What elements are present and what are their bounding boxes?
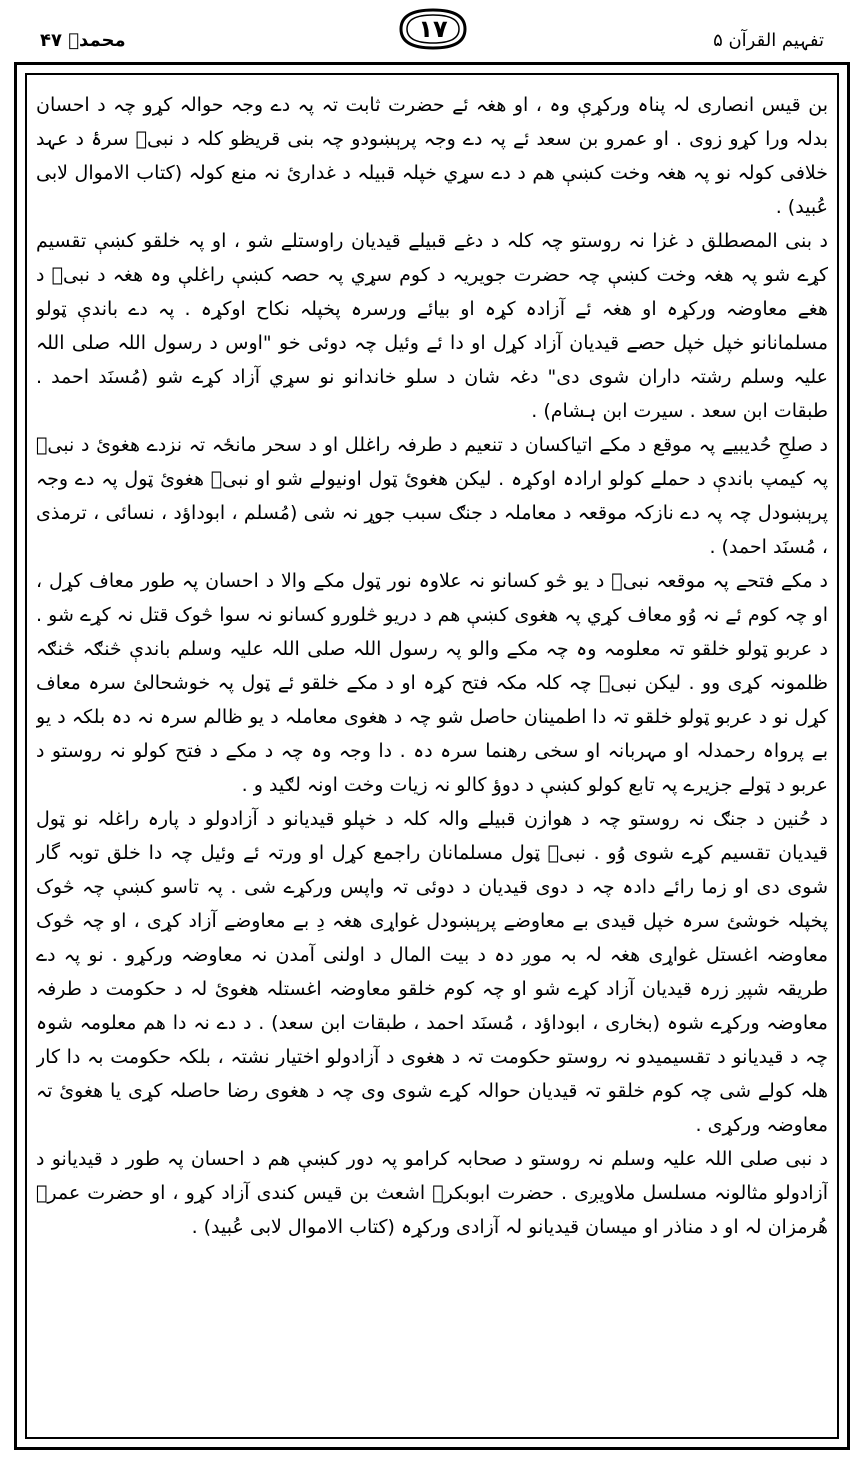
paragraph-6: د نبی صلی اللہ علیہ وسلم نہ روستو د صحابہ کرامو پہ دور کښې ھم د احسان پہ طور د قیدیانو د آزادولو مثالونہ مسلسل ملاویږی . حضرت ابوبکرؓ اشعث بن قیس کندی آزاد کړو ، او حضرت عمرؓ ھُرمزان لہ او د مناذر او میسان قیدیانو لہ آزادی ورکړہ (کتاب الاموال لابی عُبید) . bbox=[36, 1148, 828, 1238]
ornament-frame-icon bbox=[395, 4, 471, 54]
body-text bbox=[36, 88, 828, 1438]
paragraph-3: د صلحِ حُدیبیے پہ موقع د مکے اتیاکسان د تنعیم د طرفہ راغلل او د سحر مانځہ تہ نزدے ھغوئ د نبیؐ پہ کیمپ باندې د حملے کولو ارادہ اوکړہ . لیکن ھغوئ ټول اونیولے شو او نبیؐ ھغوئ ټول پہ دے وجہ پرېښودل چہ پہ دے نازکہ موقعہ د معاملہ د جنګ سبب جوړ نہ شی (مُسلم ، ابوداؤد ، نسائی ، ترمذی ، مُسنَد احمد) . bbox=[36, 434, 828, 558]
page-header bbox=[0, 0, 864, 62]
page-number: ۱۷ bbox=[418, 15, 448, 43]
paragraph-5: د حُنین د جنګ نہ روستو چہ د ھوازن قبیلے والہ کلہ د خپلو قیدیانو د آزادولو د پارہ راغلہ نو ټول قیدیان تقسیم کړے شوی وُو . نبیؐ ټول مسلمانان راجمع کړل او ورتہ ئے وئیل چہ دا خلق توبہ گار شوی دی او زما رائے دادہ چہ د دوی قیدیان د دوئی تہ واپس ورکړے شی . پہ تاسو کښې چہ څوک پخپلہ خوشئ سرہ خپل قیدی بے معاوضے پرېښودل غواړی ھغہ دِ بے معاوضے آزاد کړی ، او چہ څوک معاوضہ اغستل غواړی ھغہ لہ بہ موږ دہ د بیت المال د اولنی آمدن نہ معاوضہ ورکړو . نو پہ دے طریقہ شپږ زرہ قیدیان آزاد کړے شو او چہ کوم خلقو معاوضہ اغستلہ ھغوئ لہ د حکومت د طرفہ معاوضہ ورکړے شوہ (بخاری ، ابوداؤد ، مُسنَد احمد ، طبقات ابن سعد) . د دے نہ دا ھم معلومہ شوہ چہ د قیدیانو د تقسیمیدو نہ روستو حکومت تہ د ھغوی د آزادولو اختیار نشتہ ، بلکہ حکومت بہ دا کار ھلہ کولے شی چہ کوم خلقو تہ قیدیان حوالہ کړے شوی وی چہ د ھغوی رضا حاصلہ کړی یا ھغوئ تہ معاوضہ ورکړی . bbox=[36, 808, 828, 1136]
paragraph-1: بن قیس انصاری لہ پناہ ورکړې وہ ، او ھغہ ئے حضرت ثابت تہ پہ دے وجہ حوالہ کړو چہ د احسان بدلہ ورا کړو زوی . او عمرو بن سعد ئے پہ دے وجہ پرېښودو چہ بنی قریظو کلہ د نبیؐ سرۂ د عہد خلافی کولہ نو پہ ھغہ وخت کښې ھم د دے سړي خپلہ قبیلہ د غدارئ نہ منع کولہ (کتاب الاموال لابی عُبید) . bbox=[36, 94, 828, 218]
paragraph-4: د مکے فتحے پہ موقعہ نبیؐ د یو څو کسانو نہ علاوہ نور ټول مکے والا د احسان پہ طور معاف کړل ، او چہ کوم ئے نہ وُو معاف کړي پہ ھغوی کښې ھم د دریو څلورو کسانو نہ سوا څوک قتل نہ کړے شو . د عربو ټولو خلقو تہ معلومہ وہ چہ مکے والو پہ رسول اللہ صلی اللہ علیہ وسلم باندې څنګہ څنګہ ظلمونہ کړی وو . لیکن نبیؐ چہ کلہ مکہ فتح کړہ او د مکے خلقو ئے ټول پہ خوشحالئ سرہ معاف کړل نو د عربو ټولو خلقو تہ دا اطمینان حاصل شو چہ د ھغوی معاملہ د یو ظالم سرہ نہ دہ بلکہ د یو بے پرواہ رحمدلہ او مہربانہ او سخی رھنما سرہ دہ . دا وجہ وہ چہ د مکے د فتح کولو نہ روستو د عربو د ټولے جزیرے پہ تابع کولو کښې د دوؤ کالو نہ زیات وخت اونہ لګید و . bbox=[36, 570, 828, 796]
paragraph-2: د بنی المصطلق د غزا نہ روستو چہ کلہ د دغے قبیلے قیدیان راوستلے شو ، او پہ خلقو کښې تقسیم کړے شو پہ ھغہ وخت کښې چہ حضرت جویریہ د کوم سړي پہ حصہ کښې راغلې وہ ھغہ د نبیؐ د ھغے معاوضہ ورکړہ او ھغہ ئے آزادہ کړہ او بیائے ورسرہ پخپلہ نکاح اوکړہ . پہ دے باندې ټولو مسلمانانو خپل خپل حصے قیدیان آزاد کړل او دا ئے وئیل چہ دوئی خو "اوس د رسول اللہ صلی اللہ علیہ وسلم رشتہ داران شوی دی" دغہ شان د سلو خاندانو نو سړي آزاد کړے شو (مُسنَد احمد . طبقات ابن سعد . سیرت ابن ہشام) . bbox=[36, 230, 828, 422]
surah-reference: محمدؐ ۴۷ bbox=[40, 30, 126, 51]
page-number-ornament bbox=[395, 4, 471, 54]
book-title: تفہیم القرآن ۵ bbox=[713, 30, 824, 51]
